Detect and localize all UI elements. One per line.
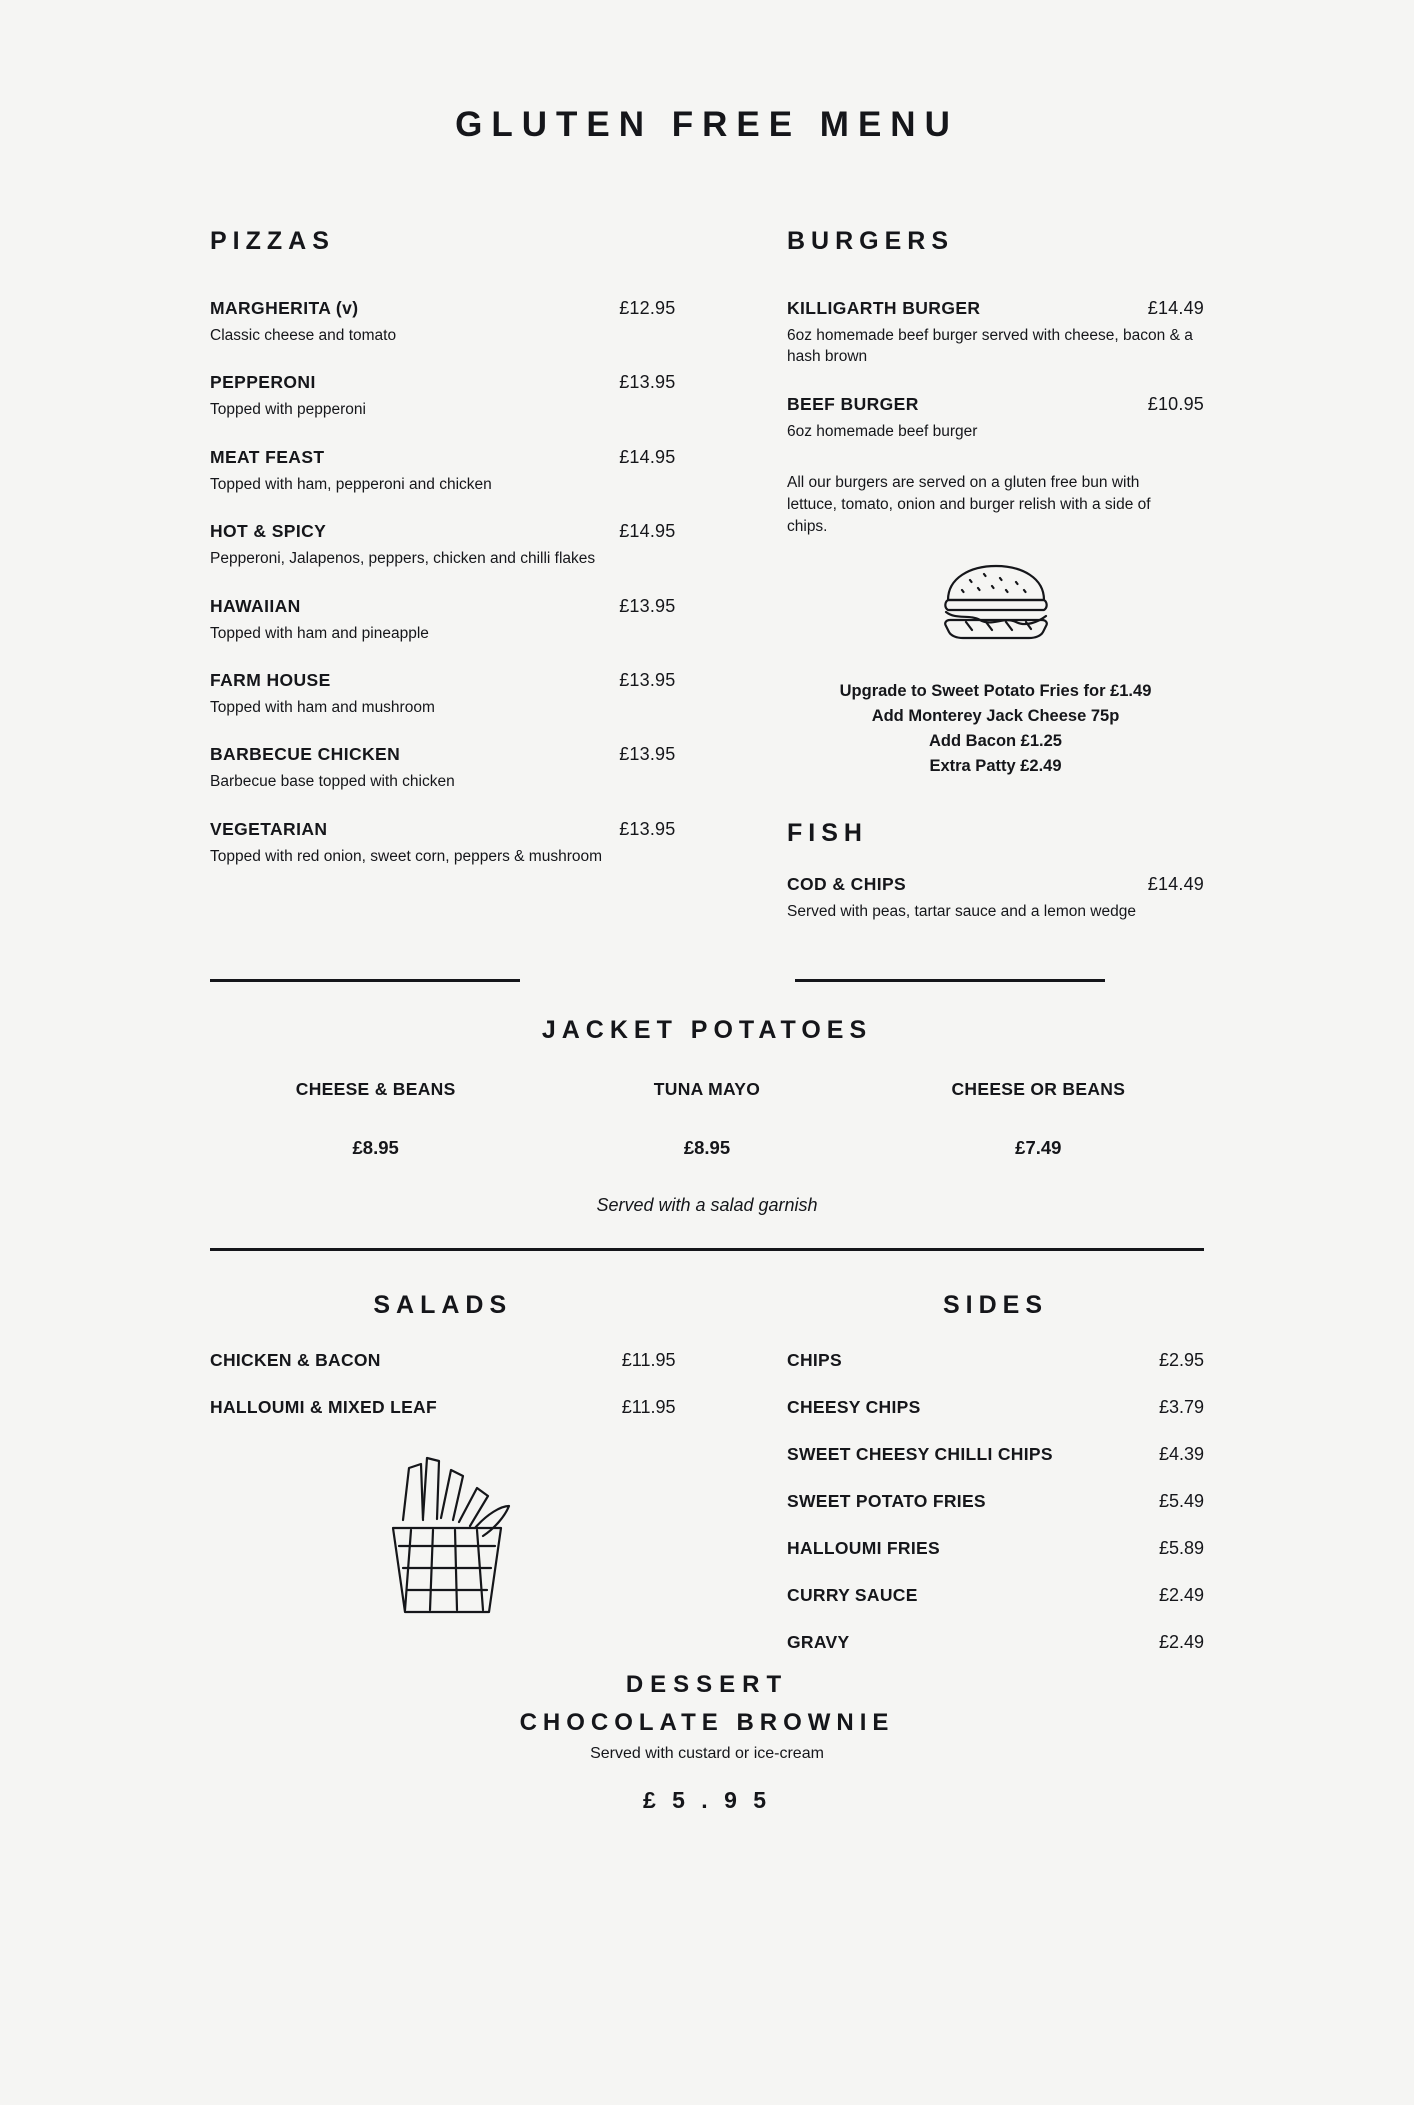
jacket-potatoes-note: Served with a salad garnish: [596, 1194, 818, 1215]
item-description: 6oz homemade beef burger: [787, 422, 978, 440]
salads-section: [210, 1291, 675, 1653]
item-name: HALLOUMI FRIES: [787, 1537, 940, 1558]
menu-item: [787, 394, 1204, 442]
pizzas-heading: PIZZAS: [210, 227, 335, 255]
list-item: [787, 1491, 1204, 1512]
item-price: £5.89: [1158, 1537, 1204, 1558]
divider-full: [210, 1248, 1204, 1251]
burgers-heading: BURGERS: [787, 227, 955, 255]
item-name: FARM HOUSE: [210, 669, 331, 690]
divider-left: [210, 979, 520, 982]
item-price: £12.95: [619, 298, 676, 318]
item-price: £5.49: [1158, 1490, 1204, 1511]
item-name: CHICKEN & BACON: [210, 1349, 381, 1370]
item-price: £8.95: [683, 1136, 731, 1158]
page-title: GLUTEN FREE MENU: [455, 105, 959, 144]
upgrade-line: Add Bacon £1.25: [929, 732, 1062, 751]
item-price: £14.95: [619, 521, 676, 542]
item-price: £13.95: [619, 595, 676, 616]
menu-item: [210, 521, 675, 569]
column-gap: [675, 1291, 787, 1653]
top-columns: [210, 227, 1204, 949]
list-item: [787, 1585, 1204, 1606]
item-description: Pepperoni, Jalapenos, peppers, chicken and chilli flakes: [210, 550, 596, 568]
menu-item: [210, 744, 675, 792]
menu-item: [210, 819, 675, 867]
fish-list: [787, 874, 1204, 922]
item-price: £3.79: [1158, 1396, 1204, 1417]
item-description: Classic cheese and tomato: [210, 327, 397, 344]
jacket-item: [873, 1079, 1204, 1159]
divider-gap: [520, 979, 795, 982]
dessert-name: CHOCOLATE BROWNIE: [519, 1708, 895, 1736]
menu-page: [0, 105, 1414, 2105]
item-name: SWEET POTATO FRIES: [787, 1490, 986, 1511]
menu-item: [210, 372, 675, 420]
item-price: £4.39: [1158, 1443, 1204, 1464]
sides-list: [787, 1350, 1204, 1653]
menu-item: [787, 874, 1204, 922]
column-gap: [675, 227, 787, 949]
item-description: Topped with ham and mushroom: [210, 698, 435, 716]
divider-row: [210, 979, 1204, 982]
item-price: £14.49: [1147, 874, 1204, 895]
burgers-note: All our burgers are served on a gluten free bun with lettuce, tomato, onion and burger relish with a side of chips.: [787, 474, 1151, 536]
menu-item: [210, 298, 675, 346]
item-description: Topped with pepperoni: [210, 401, 366, 419]
list-item: [787, 1397, 1204, 1418]
dessert-section: [210, 1671, 1204, 1814]
list-item: [787, 1538, 1204, 1559]
jacket-item: [210, 1079, 541, 1159]
divider-right: [795, 979, 1105, 982]
jacket-potatoes-grid: [210, 1079, 1204, 1159]
menu-item: [210, 447, 675, 495]
dessert-price: £ 5 . 9 5: [642, 1786, 772, 1813]
sides-heading: SIDES: [942, 1290, 1049, 1319]
list-item: [787, 1632, 1204, 1653]
upgrade-line: Add Monterey Jack Cheese 75p: [871, 707, 1120, 726]
item-name: MARGHERITA (v): [210, 298, 359, 318]
burger-upgrades: [787, 679, 1204, 779]
jacket-item: [541, 1079, 872, 1159]
item-name: CHEESE & BEANS: [295, 1078, 456, 1099]
item-name: HALLOUMI & MIXED LEAF: [210, 1396, 437, 1417]
item-name: TUNA MAYO: [653, 1078, 761, 1099]
fries-illustration: [210, 1448, 675, 1628]
dessert-heading: DESSERT: [625, 1670, 789, 1698]
pizzas-section: [210, 227, 675, 949]
item-description: Topped with ham, pepperoni and chicken: [210, 475, 492, 493]
jacket-potatoes-section: [210, 1016, 1204, 1216]
burgers-section: [787, 227, 1204, 949]
item-name: MEAT FEAST: [210, 446, 325, 467]
item-name: CHEESY CHIPS: [787, 1396, 921, 1417]
salads-list: [210, 1350, 675, 1418]
item-name: COD & CHIPS: [787, 874, 907, 895]
item-name: HOT & SPICY: [210, 521, 327, 542]
item-price: £14.95: [619, 446, 676, 467]
item-name: GRAVY: [787, 1631, 850, 1652]
item-price: £10.95: [1147, 393, 1204, 414]
burger-illustration: [787, 560, 1204, 657]
item-name: BEEF BURGER: [787, 393, 919, 414]
item-price: £2.49: [1158, 1631, 1204, 1652]
sides-section: [787, 1291, 1204, 1653]
item-price: £8.95: [352, 1136, 399, 1158]
item-name: PEPPERONI: [210, 372, 316, 393]
fish-heading: FISH: [787, 819, 868, 848]
item-name: KILLIGARTH BURGER: [787, 298, 981, 318]
item-description: 6oz homemade beef burger served with cheese, bacon & a hash brown: [787, 327, 1193, 366]
item-description: Topped with ham and pineapple: [210, 624, 429, 642]
salads-sides-columns: [210, 1291, 1204, 1653]
item-price: £13.95: [619, 669, 676, 690]
item-description: Topped with red onion, sweet corn, peppers & mushroom: [210, 847, 603, 865]
menu-item: [210, 596, 675, 644]
item-price: £13.95: [619, 372, 676, 393]
menu-item: [787, 298, 1204, 368]
item-name: HAWAIIAN: [210, 595, 301, 616]
burgers-list: [787, 298, 1204, 442]
list-item: [210, 1350, 675, 1371]
item-price: £14.49: [1147, 298, 1204, 318]
item-name: VEGETARIAN: [210, 818, 328, 839]
item-name: SWEET CHEESY CHILLI CHIPS: [787, 1443, 1053, 1464]
upgrade-line: Upgrade to Sweet Potato Fries for £1.49: [839, 682, 1152, 701]
salads-heading: SALADS: [373, 1290, 513, 1319]
menu-item: [210, 670, 675, 718]
pizzas-list: [210, 298, 675, 867]
list-item: [210, 1397, 675, 1418]
item-name: CHIPS: [787, 1349, 842, 1370]
item-description: Barbecue base topped with chicken: [210, 773, 455, 791]
item-price: £2.95: [1158, 1349, 1204, 1370]
item-name: CURRY SAUCE: [787, 1584, 918, 1605]
item-price: £11.95: [621, 1396, 676, 1417]
item-price: £7.49: [1015, 1136, 1062, 1158]
item-name: BARBECUE CHICKEN: [210, 744, 401, 765]
list-item: [787, 1444, 1204, 1465]
item-price: £2.49: [1158, 1584, 1204, 1605]
list-item: [787, 1350, 1204, 1371]
item-name: CHEESE OR BEANS: [951, 1078, 1126, 1099]
jacket-potatoes-heading: JACKET POTATOES: [541, 1015, 873, 1044]
item-price: £11.95: [621, 1349, 676, 1370]
upgrade-line: Extra Patty £2.49: [929, 757, 1062, 776]
dessert-description: Served with custard or ice-cream: [590, 1744, 824, 1762]
item-price: £13.95: [619, 744, 676, 765]
item-description: Served with peas, tartar sauce and a lemon wedge: [787, 903, 1136, 921]
item-price: £13.95: [619, 818, 676, 839]
